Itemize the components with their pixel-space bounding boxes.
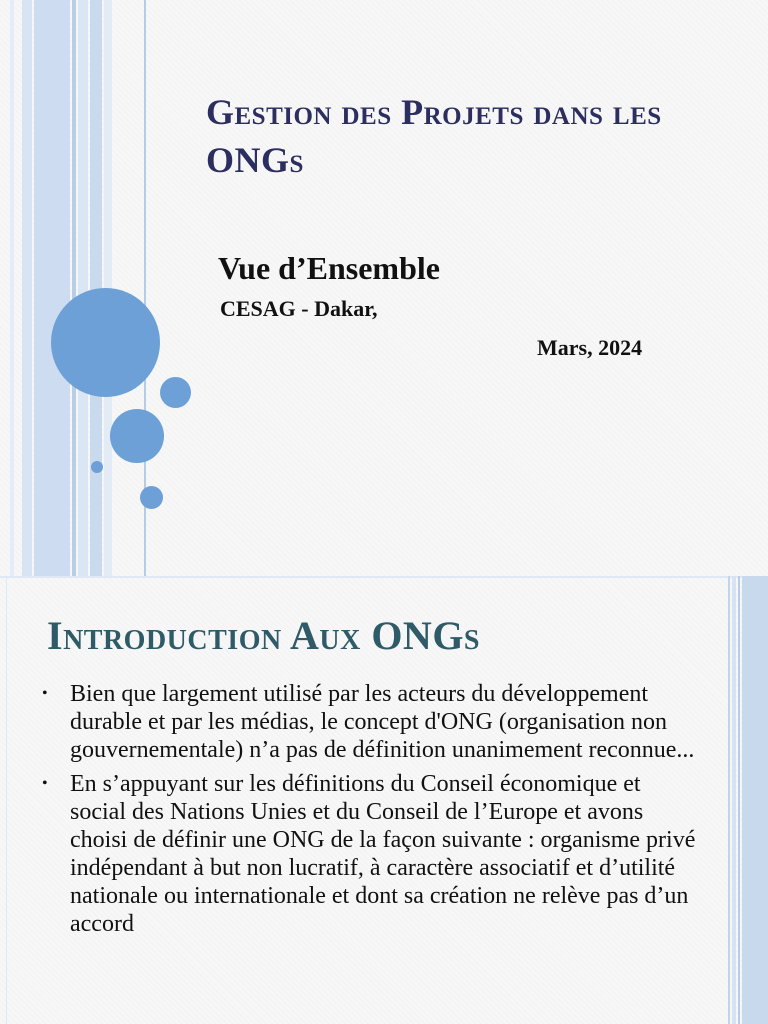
decorative-circle-tiny — [91, 461, 103, 473]
content-slide — [0, 576, 768, 1024]
bullet-text: En s’appuyant sur les définitions du Conseil économique et social des Nations Unies et du Conseil de l’Europe et avons choisi de définir une ONG de la façon suivante : organisme privé indépendant à but non lucratif, à caractère associatif et d’utilité nationale ou internationale et dont sa création ne relève pas d’un accord — [70, 771, 696, 937]
decorative-circle-small — [160, 377, 191, 408]
bullet-list — [40, 680, 700, 944]
decorative-circle-small-2 — [140, 486, 163, 509]
bullet-text: Bien que largement utilisé par les acteurs du développement durable et par les médias, le concept d'ONG (organisation non gouvernementale) n’a pas de définition unanimement reconnue... — [70, 681, 695, 763]
date-label: Mars, 2024 — [537, 335, 643, 360]
decorative-circle-medium — [110, 409, 164, 463]
slide-title: Gestion des Projets dans les ONGs — [206, 92, 662, 180]
bullet-icon: • — [42, 685, 48, 702]
list-item — [40, 770, 700, 938]
slide-subtitle: Vue d’Ensemble — [218, 250, 440, 286]
decorative-stripes — [0, 0, 150, 576]
decorative-circle-large — [51, 288, 160, 397]
left-border-line — [6, 576, 7, 1024]
slide-title: Introduction Aux ONGs — [47, 613, 481, 658]
list-item — [40, 680, 700, 764]
decorative-stripes-right — [728, 576, 768, 1024]
organization-label: CESAG - Dakar, — [220, 296, 378, 321]
bullet-icon: • — [42, 775, 48, 792]
top-border-line — [0, 576, 768, 578]
